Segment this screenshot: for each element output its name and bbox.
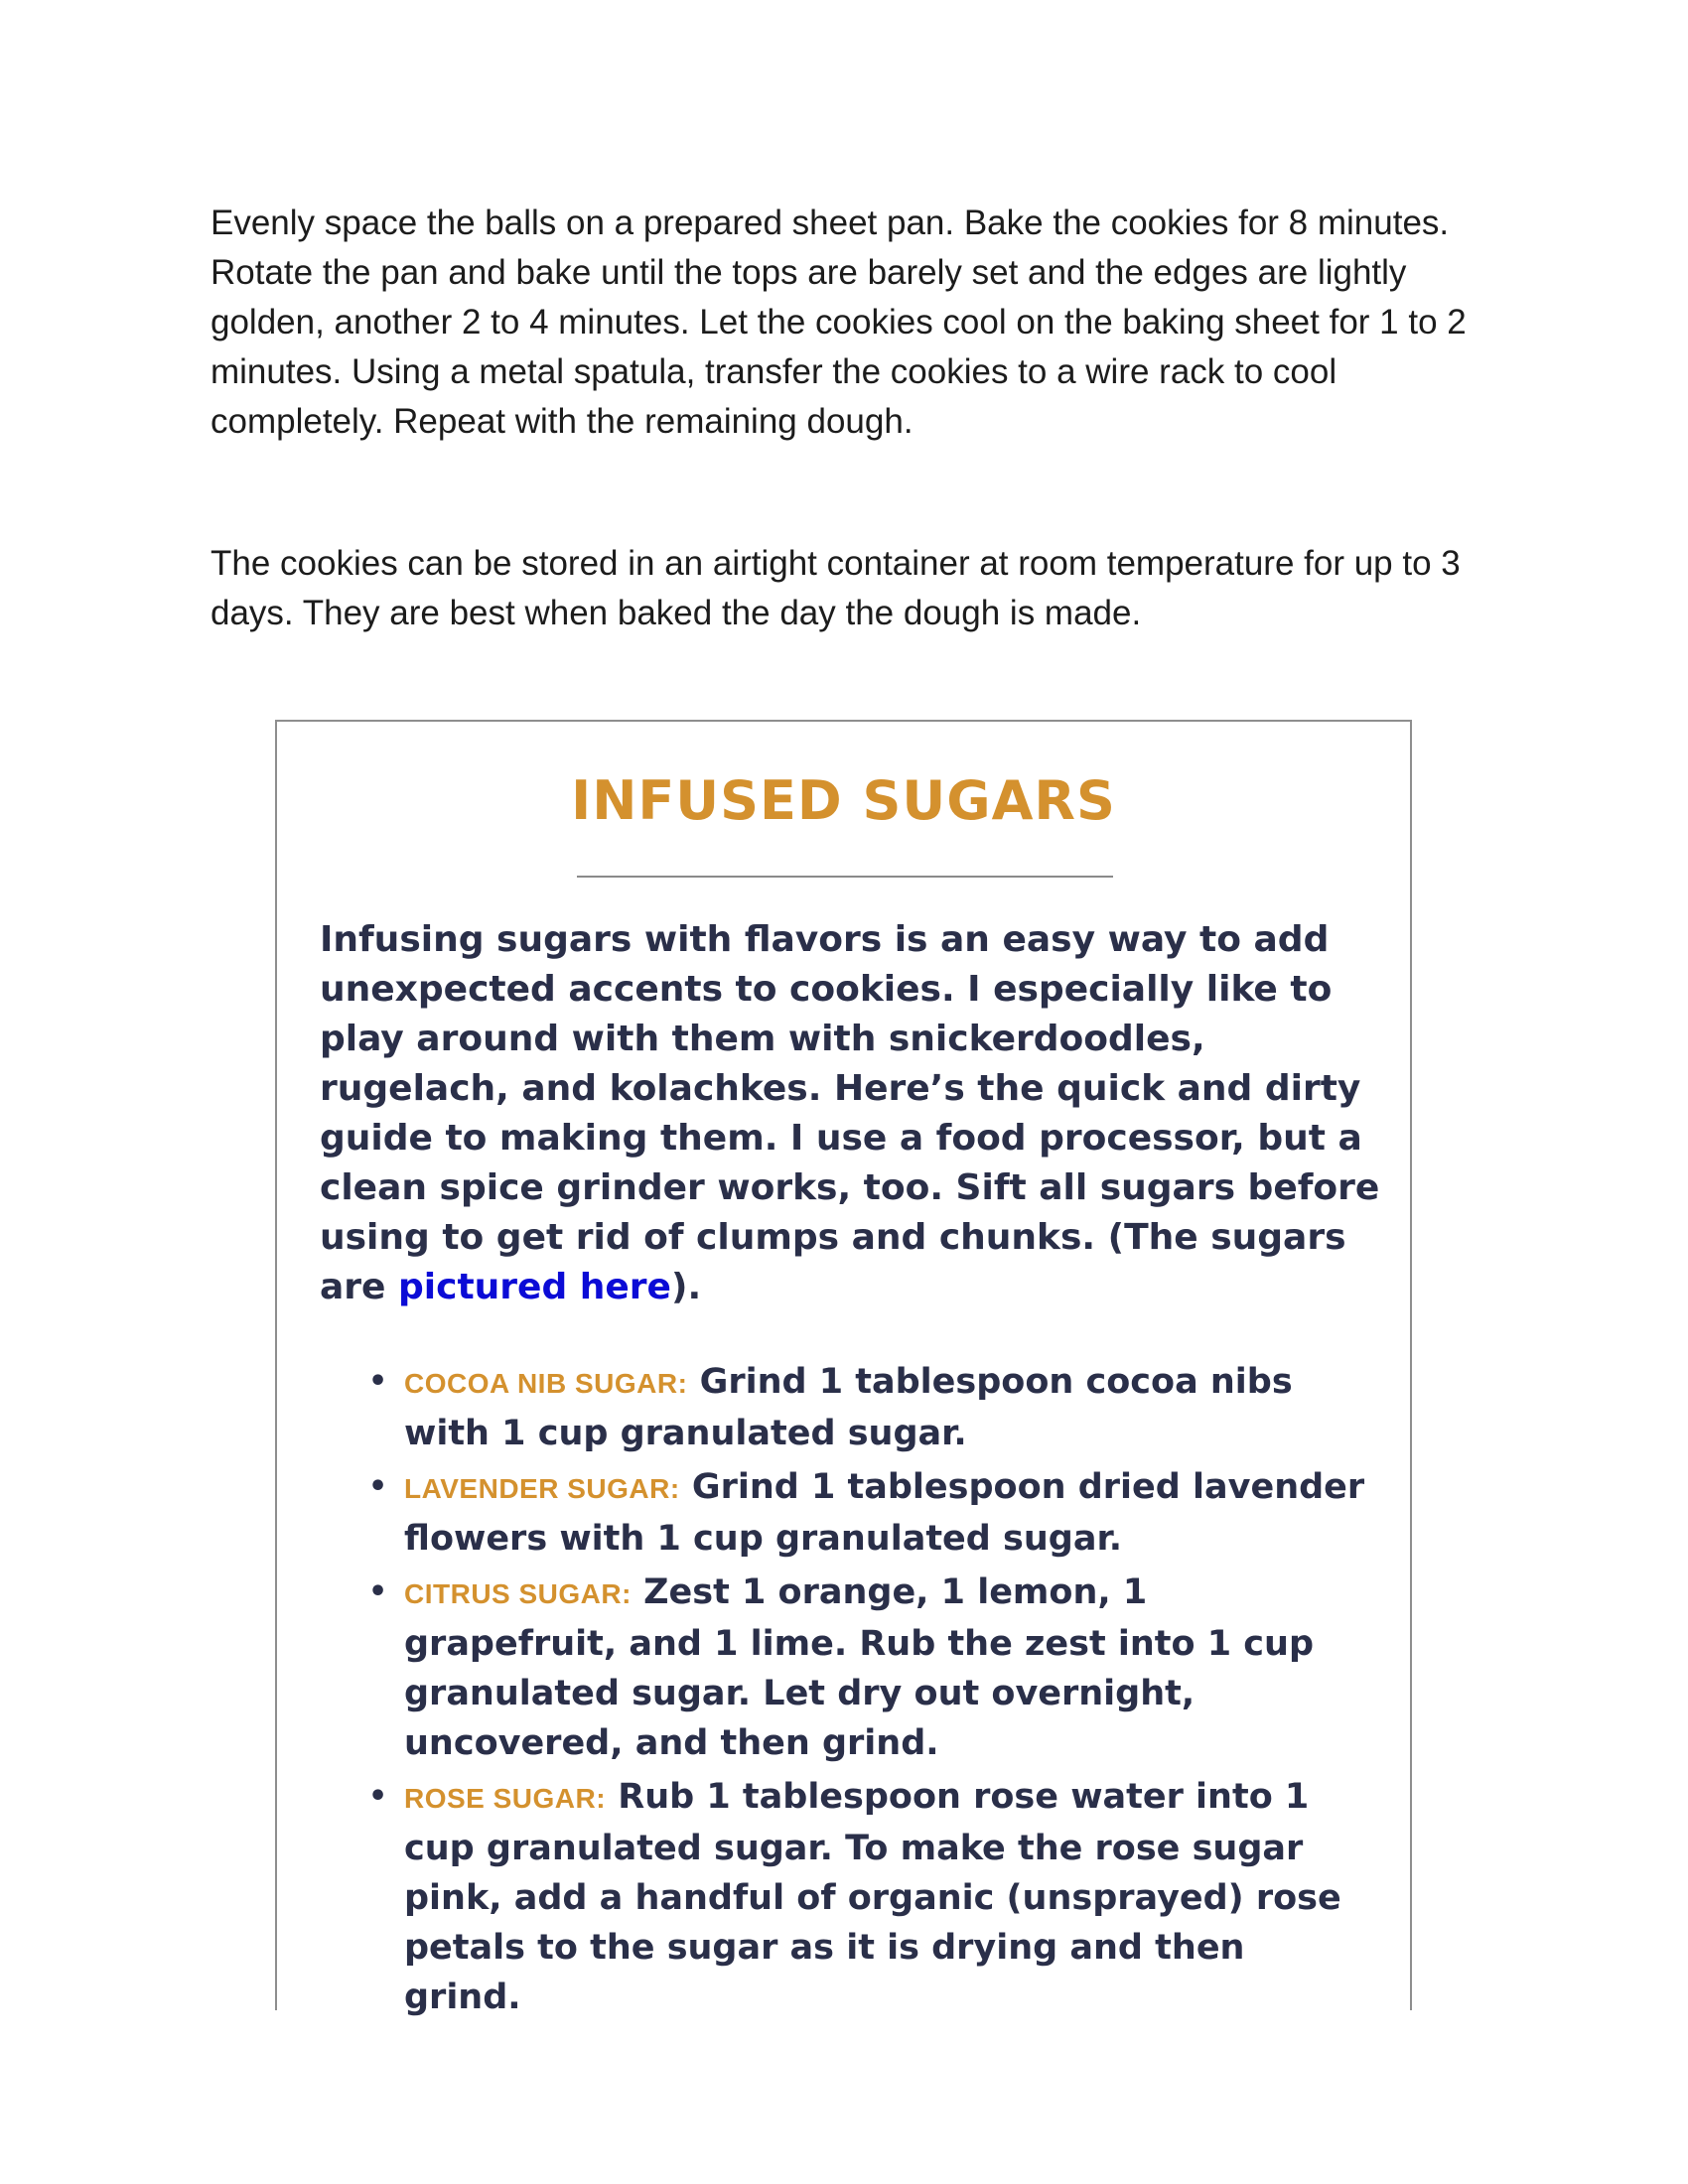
sugar-name: LAVENDER SUGAR: (404, 1473, 680, 1504)
list-item-cocoa-nib-sugar (368, 1357, 1371, 1458)
body-paragraph-baking: Evenly space the balls on a prepared sheet pan. Bake the cookies for 8 minutes. Rotate the pan and bake until the tops are barely set and the edges are lightly golden, another 2 to 4 minutes. Let the cookies cool on the baking sheet for 1 to 2 minutes. Using a metal spatula, transfer the cookies to a wire rack to cool completely. Repeat with the remaining dough. (211, 204, 1467, 441)
bullet-icon: • (368, 1469, 388, 1504)
sugar-name: CITRUS SUGAR: (404, 1578, 632, 1609)
sugar-instructions: Grind 1 tablespoon cocoa nibs with 1 cup granulated sugar. (404, 1362, 1293, 1453)
sugar-instructions: Zest 1 orange, 1 lemon, 1 grapefruit, and 1 lime. Rub the zest into 1 cup granulated sugar. Let dry out overnight, uncovered, and then grind. (404, 1572, 1314, 1763)
pictured-here-link[interactable]: pictured here (398, 1267, 671, 1307)
list-item-lavender-sugar (368, 1462, 1371, 1564)
infused-sugars-sidebar (275, 720, 1412, 2017)
sugar-list (368, 1357, 1371, 2026)
list-item-citrus-sugar (368, 1568, 1371, 1768)
list-item-rose-sugar (368, 1772, 1371, 2022)
sugar-instructions: Rub 1 tablespoon rose water into 1 cup granulated sugar. To make the rose sugar pink, add a handful of organic (unsprayed) rose petals to the sugar as it is drying and then grind. (404, 1777, 1341, 2017)
intro-end: ). (670, 1267, 702, 1307)
intro-text: Infusing sugars with flavors is an easy way to add unexpected accents to cookies. I especially like to play around with them with snickerdoodles, rugelach, and kolachkes. Here’s the quick and dirty guide to making them. I use a food processor, but a clean spice grinder works, too. Sift all sugars before using to get rid of clumps and chunks. (The sugars are (320, 919, 1380, 1307)
bullet-icon: • (368, 1574, 388, 1609)
sugar-name: ROSE SUGAR: (404, 1783, 607, 1814)
sugar-instructions: Grind 1 tablespoon dried lavender flowers with 1 cup granulated sugar. (404, 1467, 1365, 1559)
sidebar-title: INFUSED SUGARS (571, 769, 1116, 832)
body-paragraph-storage: The cookies can be stored in an airtight container at room temperature for up to 3 days. They are best when baked the day the dough is made. (211, 544, 1461, 632)
title-divider (577, 876, 1113, 878)
bullet-icon: • (368, 1779, 388, 1814)
sugar-name: COCOA NIB SUGAR: (404, 1368, 688, 1399)
sidebar-intro (320, 915, 1392, 1312)
bullet-icon: • (368, 1364, 388, 1399)
